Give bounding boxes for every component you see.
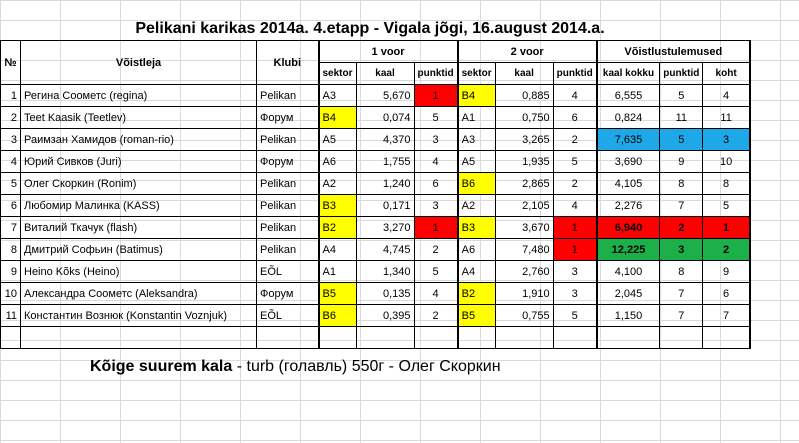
- cell-total-weight[interactable]: 3,690: [597, 151, 660, 173]
- cell-total-points[interactable]: 8: [660, 261, 703, 283]
- cell-weight2[interactable]: 0,750: [495, 107, 553, 129]
- cell-weight2[interactable]: 1,910: [495, 283, 553, 305]
- table-row: [1, 85, 750, 107]
- cell-empty[interactable]: [597, 327, 660, 349]
- cell-name[interactable]: Александра Соометс (Aleksandra): [21, 283, 257, 305]
- biggest-fish-label: Kõige suurem kala: [90, 358, 233, 375]
- cell-club[interactable]: Форум: [257, 151, 319, 173]
- cell-weight2[interactable]: 3,265: [495, 129, 553, 151]
- header-place: koht: [703, 63, 750, 85]
- cell-weight2[interactable]: 7,480: [495, 239, 553, 261]
- cell-total-points[interactable]: 7: [660, 195, 703, 217]
- cell-sector1[interactable]: B3: [319, 195, 357, 217]
- cell-name[interactable]: Любомир Малинка (KASS): [21, 195, 257, 217]
- cell-points2[interactable]: 4: [553, 195, 597, 217]
- cell-total-points[interactable]: 3: [660, 239, 703, 261]
- table-row: [1, 173, 750, 195]
- cell-name[interactable]: Юрий Сивков (Juri): [21, 151, 257, 173]
- cell-weight1[interactable]: 0,135: [356, 283, 414, 305]
- cell-name[interactable]: Дмитрий Софьин (Batimus): [21, 239, 257, 261]
- cell-points1[interactable]: 4: [414, 151, 458, 173]
- table-row: [1, 283, 750, 305]
- cell-total-points[interactable]: 9: [660, 151, 703, 173]
- cell-total-weight[interactable]: 0,824: [597, 107, 660, 129]
- cell-place[interactable]: 4: [703, 85, 750, 107]
- cell-name[interactable]: Олег Скоркин (Ronim): [21, 173, 257, 195]
- cell-sector1[interactable]: A3: [319, 85, 357, 107]
- table-row: [1, 239, 750, 261]
- table-row: [1, 305, 750, 327]
- cell-sector2[interactable]: B6: [458, 173, 496, 195]
- cell-sector2[interactable]: A2: [458, 195, 496, 217]
- cell-total-weight[interactable]: 12,225: [597, 239, 660, 261]
- cell-weight1[interactable]: 4,370: [356, 129, 414, 151]
- cell-place[interactable]: 1: [703, 217, 750, 239]
- header-weight-2: kaal: [495, 63, 553, 85]
- header-points-2: punktid: [553, 63, 597, 85]
- cell-points2[interactable]: 1: [553, 239, 597, 261]
- cell-club[interactable]: Pelikan: [257, 239, 319, 261]
- cell-no[interactable]: 11: [1, 305, 21, 327]
- cell-total-weight[interactable]: 2,045: [597, 283, 660, 305]
- cell-weight1[interactable]: 4,745: [356, 239, 414, 261]
- cell-points2[interactable]: 4: [553, 85, 597, 107]
- cell-points1[interactable]: 3: [414, 129, 458, 151]
- cell-sector2[interactable]: A4: [458, 261, 496, 283]
- cell-sector2[interactable]: A1: [458, 107, 496, 129]
- cell-weight2[interactable]: 1,935: [495, 151, 553, 173]
- table-row: [1, 151, 750, 173]
- cell-club[interactable]: Pelikan: [257, 129, 319, 151]
- cell-empty[interactable]: [319, 327, 357, 349]
- table-row-empty: [1, 327, 750, 349]
- cell-total-points[interactable]: 5: [660, 85, 703, 107]
- cell-empty[interactable]: [553, 327, 597, 349]
- cell-weight1[interactable]: 5,670: [356, 85, 414, 107]
- cell-empty[interactable]: [660, 327, 703, 349]
- cell-place[interactable]: 3: [703, 129, 750, 151]
- cell-total-points[interactable]: 8: [660, 173, 703, 195]
- table-row: [1, 217, 750, 239]
- cell-points2[interactable]: 5: [553, 151, 597, 173]
- cell-weight2[interactable]: 2,865: [495, 173, 553, 195]
- cell-club[interactable]: EÕL: [257, 261, 319, 283]
- cell-weight1[interactable]: 1,340: [356, 261, 414, 283]
- cell-points1[interactable]: 5: [414, 107, 458, 129]
- cell-club[interactable]: Форум: [257, 283, 319, 305]
- cell-place[interactable]: 7: [703, 305, 750, 327]
- table-row: [1, 107, 750, 129]
- biggest-fish-note: [90, 358, 501, 376]
- cell-no[interactable]: 3: [1, 129, 21, 151]
- cell-sector2[interactable]: B4: [458, 85, 496, 107]
- header-round1: 1 voor: [319, 41, 458, 63]
- cell-empty[interactable]: [703, 327, 750, 349]
- cell-points1[interactable]: 3: [414, 195, 458, 217]
- cell-sector1[interactable]: B2: [319, 217, 357, 239]
- cell-sector2[interactable]: B3: [458, 217, 496, 239]
- cell-no[interactable]: 10: [1, 283, 21, 305]
- cell-total-points[interactable]: 5: [660, 129, 703, 151]
- cell-sector1[interactable]: A1: [319, 261, 357, 283]
- cell-weight2[interactable]: 0,755: [495, 305, 553, 327]
- cell-place[interactable]: 8: [703, 173, 750, 195]
- cell-no[interactable]: 5: [1, 173, 21, 195]
- cell-total-weight[interactable]: 4,105: [597, 173, 660, 195]
- cell-points2[interactable]: 2: [553, 173, 597, 195]
- cell-weight1[interactable]: 0,171: [356, 195, 414, 217]
- cell-points2[interactable]: 1: [553, 217, 597, 239]
- header-results: Võistlustulemused: [597, 41, 750, 63]
- cell-club[interactable]: Pelikan: [257, 217, 319, 239]
- cell-total-points[interactable]: 2: [660, 217, 703, 239]
- header-weight-1: kaal: [356, 63, 414, 85]
- cell-empty[interactable]: [257, 327, 319, 349]
- table-row: [1, 129, 750, 151]
- header-participant: Võistleja: [21, 41, 257, 85]
- cell-points2[interactable]: 6: [553, 107, 597, 129]
- cell-sector2[interactable]: A3: [458, 129, 496, 151]
- cell-sector2[interactable]: A6: [458, 239, 496, 261]
- cell-club[interactable]: EÕL: [257, 305, 319, 327]
- cell-points2[interactable]: 3: [553, 283, 597, 305]
- cell-empty[interactable]: [356, 327, 414, 349]
- cell-points1[interactable]: 1: [414, 85, 458, 107]
- cell-sector2[interactable]: A5: [458, 151, 496, 173]
- cell-club[interactable]: Pelikan: [257, 173, 319, 195]
- cell-weight1[interactable]: 1,755: [356, 151, 414, 173]
- header-points-1: punktid: [414, 63, 458, 85]
- cell-weight1[interactable]: 3,270: [356, 217, 414, 239]
- cell-name[interactable]: Heino Kõks (Heino): [21, 261, 257, 283]
- cell-weight1[interactable]: 1,240: [356, 173, 414, 195]
- cell-place[interactable]: 5: [703, 195, 750, 217]
- cell-place[interactable]: 2: [703, 239, 750, 261]
- cell-sector1[interactable]: B6: [319, 305, 357, 327]
- header-no: №: [1, 41, 21, 85]
- biggest-fish-detail: - turb (голавль) 550г - Олег Скоркин: [232, 358, 501, 375]
- cell-points1[interactable]: 6: [414, 173, 458, 195]
- header-total-points: punktid: [660, 63, 703, 85]
- header-row-top: [1, 41, 750, 63]
- cell-total-weight[interactable]: 4,100: [597, 261, 660, 283]
- cell-no[interactable]: 9: [1, 261, 21, 283]
- cell-points1[interactable]: 5: [414, 261, 458, 283]
- table-row: [1, 195, 750, 217]
- cell-points1[interactable]: 2: [414, 239, 458, 261]
- cell-sector1[interactable]: A6: [319, 151, 357, 173]
- cell-weight2[interactable]: 0,885: [495, 85, 553, 107]
- cell-name[interactable]: Константин Вознюк (Konstantin Voznjuk): [21, 305, 257, 327]
- cell-empty[interactable]: [495, 327, 553, 349]
- cell-weight1[interactable]: 0,074: [356, 107, 414, 129]
- cell-place[interactable]: 10: [703, 151, 750, 173]
- cell-no[interactable]: 1: [1, 85, 21, 107]
- cell-total-weight[interactable]: 1,150: [597, 305, 660, 327]
- cell-no[interactable]: 7: [1, 217, 21, 239]
- cell-club[interactable]: Форум: [257, 107, 319, 129]
- cell-points1[interactable]: 2: [414, 305, 458, 327]
- header-total-weight: kaal kokku: [597, 63, 660, 85]
- cell-points2[interactable]: 3: [553, 261, 597, 283]
- cell-total-points[interactable]: 7: [660, 283, 703, 305]
- header-sector-2: sektor: [458, 63, 496, 85]
- cell-sector2[interactable]: B5: [458, 305, 496, 327]
- cell-place[interactable]: 9: [703, 261, 750, 283]
- cell-sector1[interactable]: A5: [319, 129, 357, 151]
- cell-total-weight[interactable]: 2,276: [597, 195, 660, 217]
- cell-empty[interactable]: [414, 327, 458, 349]
- sheet-title: Pelikani karikas 2014a. 4.etapp - Vigala jõgi, 16.august 2014.a.: [135, 20, 605, 37]
- results-table: [0, 40, 751, 349]
- cell-place[interactable]: 6: [703, 283, 750, 305]
- cell-sector1[interactable]: A4: [319, 239, 357, 261]
- cell-sector1[interactable]: B5: [319, 283, 357, 305]
- header-round2: 2 voor: [458, 41, 597, 63]
- cell-name[interactable]: Виталий Ткачук (flash): [21, 217, 257, 239]
- cell-empty[interactable]: [1, 327, 21, 349]
- cell-total-weight[interactable]: 7,635: [597, 129, 660, 151]
- cell-weight2[interactable]: 2,760: [495, 261, 553, 283]
- cell-place[interactable]: 11: [703, 107, 750, 129]
- cell-sector2[interactable]: B2: [458, 283, 496, 305]
- cell-club[interactable]: Pelikan: [257, 85, 319, 107]
- cell-sector1[interactable]: B4: [319, 107, 357, 129]
- cell-empty[interactable]: [21, 327, 257, 349]
- cell-points1[interactable]: 1: [414, 217, 458, 239]
- cell-empty[interactable]: [458, 327, 496, 349]
- cell-total-points[interactable]: 7: [660, 305, 703, 327]
- cell-no[interactable]: 2: [1, 107, 21, 129]
- cell-total-weight[interactable]: 6,940: [597, 217, 660, 239]
- cell-points2[interactable]: 2: [553, 129, 597, 151]
- header-club: Klubi: [257, 41, 319, 85]
- cell-total-weight[interactable]: 6,555: [597, 85, 660, 107]
- cell-no[interactable]: 6: [1, 195, 21, 217]
- cell-name[interactable]: Раимзан Хамидов (roman-rio): [21, 129, 257, 151]
- cell-points2[interactable]: 5: [553, 305, 597, 327]
- cell-no[interactable]: 8: [1, 239, 21, 261]
- cell-weight1[interactable]: 0,395: [356, 305, 414, 327]
- cell-weight2[interactable]: 2,105: [495, 195, 553, 217]
- cell-weight2[interactable]: 3,670: [495, 217, 553, 239]
- table-row: [1, 261, 750, 283]
- cell-club[interactable]: Pelikan: [257, 195, 319, 217]
- cell-points1[interactable]: 4: [414, 283, 458, 305]
- cell-name[interactable]: Регина Соометс (regina): [21, 85, 257, 107]
- cell-name[interactable]: Teet Kaasik (Teetlev): [21, 107, 257, 129]
- cell-sector1[interactable]: A2: [319, 173, 357, 195]
- cell-total-points[interactable]: 11: [660, 107, 703, 129]
- header-sector-1: sektor: [319, 63, 357, 85]
- cell-no[interactable]: 4: [1, 151, 21, 173]
